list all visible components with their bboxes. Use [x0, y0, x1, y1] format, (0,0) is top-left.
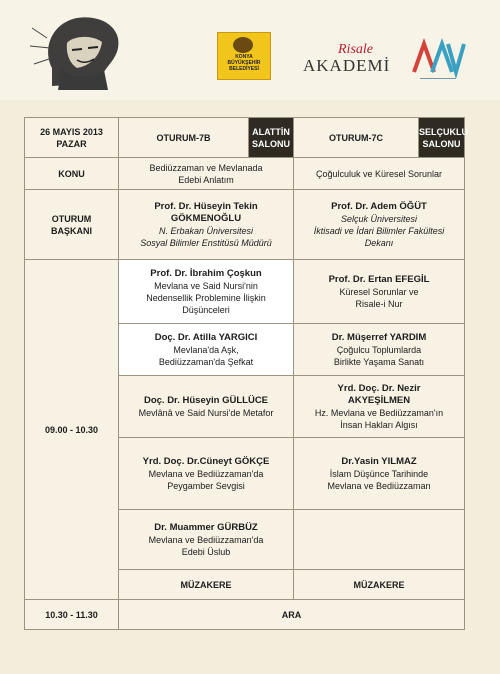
talk-title: İslam Düşünce Tarihinde: [329, 468, 429, 479]
talk-7b-4: [119, 438, 294, 510]
date-line: 26 MAYIS 2013: [40, 126, 103, 137]
talk-7c-1: [294, 260, 465, 324]
chair-affiliation: Dekanı: [364, 237, 394, 248]
talk-title: Nedensellik Problemine İlişkin: [146, 292, 266, 303]
talk-7c-2: [294, 324, 465, 376]
chair-name: Prof. Dr. Adem ÖĞÜT: [331, 200, 427, 212]
talk-7b-3: [119, 376, 294, 438]
talk-title: Mevlânâ ve Said Nursi'de Metafor: [138, 407, 274, 418]
chair-7c: [294, 190, 465, 260]
chair-7b: [119, 190, 294, 260]
talk-title: Mevlana ve Bediüzzaman'da: [148, 534, 264, 545]
speaker-name: Dr.Yasin YILMAZ: [341, 455, 417, 467]
chair-affiliation: Sosyal Bilimler Enstitüsü Müdürü: [140, 237, 272, 248]
risale-logo-top: Risale: [338, 42, 373, 57]
talk-title: Düşünceleri: [182, 304, 230, 315]
chair-affiliation: Selçuk Üniversitesi: [340, 213, 418, 224]
program-table: [24, 117, 468, 630]
session-7c-hall: [419, 118, 468, 158]
chair-affiliation: İktisadi ve İdari Bilimler Fakültesi: [313, 225, 445, 236]
topic-line: Edebi Anlatım: [178, 174, 234, 185]
talk-title: Birlikte Yaşama Sanatı: [333, 356, 425, 367]
header-banner: [0, 0, 500, 100]
speaker-name: Prof. Dr. İbrahim Çoşkun: [150, 267, 262, 279]
speaker-name: Dr. Müşerref YARDIM: [331, 331, 427, 343]
speaker-name: Yrd. Doç. Dr.Cüneyt GÖKÇE: [142, 455, 270, 467]
konya-municipality-logo: [217, 32, 271, 80]
talk-title: Küresel Sorunlar ve: [339, 286, 419, 297]
speaker-name: Doç. Dr. Hüseyin GÜLLÜCE: [143, 394, 269, 406]
hall-suffix: SALONU: [422, 138, 461, 149]
talk-title: Mevlana ve Bediüzzaman'da: [148, 468, 264, 479]
konya-logo-line1: KONYA: [235, 54, 253, 60]
talk-7b-2: [119, 324, 294, 376]
chair-label-line: BAŞKANI: [50, 225, 92, 236]
hall-name: SELÇUKLU: [419, 126, 468, 137]
topic-line: Bediüzzaman ve Mevlanada: [149, 162, 263, 173]
session-header-row: [25, 118, 465, 158]
session-7b-hall: [249, 118, 294, 158]
speaker-name: Yrd. Doç. Dr. Nezir: [337, 382, 421, 394]
talk-title: Mevlana ve Bediüzzaman: [327, 480, 431, 491]
speaker-name: Dr. Muammer GÜRBÜZ: [154, 521, 258, 533]
talk-row-1: [25, 260, 465, 324]
date-cell: [25, 118, 119, 158]
konya-logo-line2: BÜYÜKŞEHİR: [227, 60, 261, 66]
mevlana-emblem-icon: [233, 37, 253, 53]
day-line: PAZAR: [56, 138, 87, 149]
konya-logo-line3: BELEDİYESİ: [229, 66, 259, 72]
topic-7c: Çoğulculuk ve Küresel Sorunlar: [294, 158, 465, 190]
time-slot-1: 09.00 - 10.30: [25, 260, 119, 600]
hall-suffix: SALONU: [252, 138, 290, 149]
speaker-name: Doç. Dr. Atilla YARGICI: [154, 331, 258, 343]
talk-7c-3: [294, 376, 465, 438]
talk-7c-5-empty: [294, 510, 465, 570]
talk-title: Mevlana ve Said Nursi'nin: [154, 280, 258, 291]
speaker-name: Prof. Dr. Ertan EFEGİL: [328, 273, 430, 285]
time-slot-2: 10.30 - 11.30: [25, 600, 119, 630]
chair-surname: GÖKMENOĞLU: [170, 212, 242, 224]
akav-logo-subtext: ▬▬▬▬▬▬▬▬▬▬▬▬: [420, 76, 456, 80]
talk-title: Bediüzzaman'da Şefkat: [158, 356, 254, 367]
session-7b-title: OTURUM-7B: [119, 118, 249, 158]
portrait-illustration: [22, 8, 142, 94]
chair-label-line: OTURUM: [51, 213, 92, 224]
talk-title: İnsan Hakları Algısı: [340, 419, 418, 430]
talk-7b-1: [119, 260, 294, 324]
chair-row: [25, 190, 465, 260]
discussion-7b: MÜZAKERE: [119, 570, 294, 600]
topic-label: KONU: [25, 158, 119, 190]
discussion-7c: MÜZAKERE: [294, 570, 465, 600]
topic-7b: [119, 158, 294, 190]
hall-name: ALATTİN: [252, 126, 290, 137]
talk-title: Çoğulcu Toplumlarda: [336, 344, 422, 355]
topic-row: [25, 158, 465, 190]
session-7c-title: OTURUM-7C: [294, 118, 419, 158]
talk-7c-4: [294, 438, 465, 510]
talk-title: Peygamber Sevgisi: [167, 480, 245, 491]
speaker-surname: AKYEŞİLMEN: [347, 394, 411, 406]
talk-7b-5: [119, 510, 294, 570]
chair-affiliation: N. Erbakan Üniversitesi: [158, 225, 254, 236]
risale-logo-bottom: AKADEMİ: [303, 56, 391, 75]
chair-label: [25, 190, 119, 260]
talk-title: Edebi Üslub: [181, 546, 231, 557]
chair-name: Prof. Dr. Hüseyin Tekin: [154, 200, 258, 212]
break-row: [25, 600, 465, 630]
break-cell: ARA: [119, 600, 465, 630]
akav-logo: [410, 38, 466, 78]
talk-title: Mevlana'da Aşk,: [173, 344, 239, 355]
talk-title: Hz. Mevlana ve Bediüzzaman'ın: [314, 407, 444, 418]
talk-title: Risale-i Nur: [355, 298, 403, 309]
